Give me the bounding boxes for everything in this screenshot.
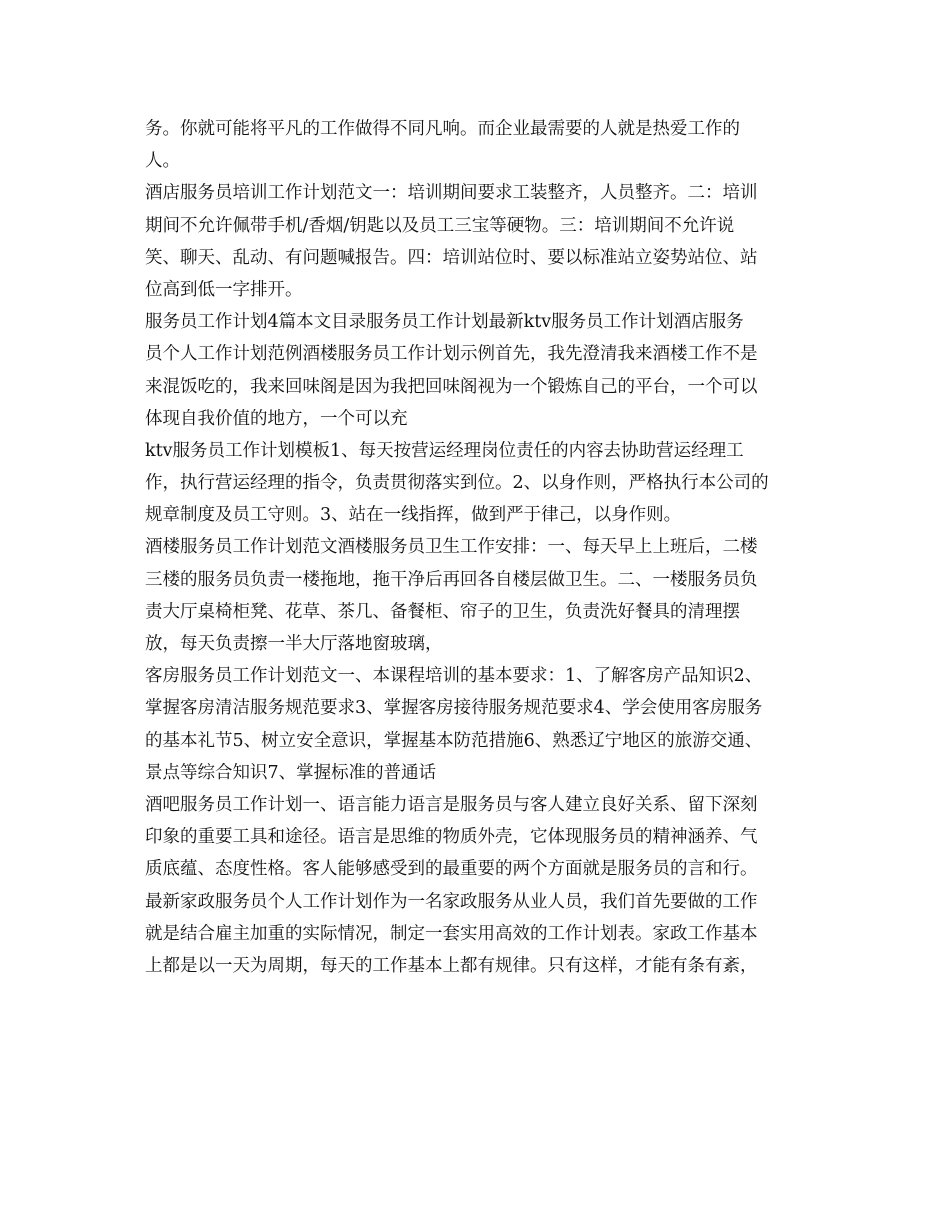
text-line: ktv服务员工作计划模板1、每天按营运经理岗位责任的内容去协助营运经理工 xyxy=(145,440,744,461)
text-line: 作，执行营运经理的指令，负责贯彻落实到位。2、以身作则，严格执行本公司的 xyxy=(145,473,769,494)
text-line: 酒店服务员培训工作计划范文一：培训期间要求工装整齐，人员整齐。二：培训 xyxy=(145,183,758,204)
text-line: 景点等综合知识7、掌握标准的普通话 xyxy=(145,762,437,783)
document-body xyxy=(145,113,805,982)
text-line: 人。 xyxy=(145,151,180,172)
text-line: 掌握客房清洁服务规范要求3、掌握客房接待服务规范要求4、学会使用客房服务 xyxy=(145,698,763,719)
text-line: 体现自我价值的地方，一个可以充 xyxy=(145,408,408,429)
text-line: 笑、聊天、乱动、有问题喊报告。四：培训站位时、要以标准站立姿势站位、站 xyxy=(145,247,758,268)
text-line: 责大厅桌椅柜凳、花草、茶几、备餐柜、帘子的卫生，负责洗好餐具的清理摆 xyxy=(145,601,740,622)
text-line: 上都是以一天为周期，每天的工作基本上都有规律。只有这样，才能有条有紊， xyxy=(145,955,758,976)
text-line: 就是结合雇主加重的实际情况，制定一套实用高效的工作计划表。家政工作基本 xyxy=(145,923,758,944)
text-line: 最新家政服务员个人工作计划作为一名家政服务从业人员，我们首先要做的工作 xyxy=(145,891,758,912)
text-line: 规章制度及员工守则。3、站在一线指挥，做到严于律己，以身作则。 xyxy=(145,505,682,526)
text-line: 期间不允许佩带手机/香烟/钥匙以及员工三宝等硬物。三：培训期间不允许说 xyxy=(145,215,735,236)
text-line: 位高到低一字排开。 xyxy=(145,279,303,300)
text-line: 客房服务员工作计划范文一、本课程培训的基本要求：1、了解客房产品知识2、 xyxy=(145,666,763,687)
text-line: 质底蕴、态度性格。客人能够感受到的最重要的两个方面就是服务员的言和行。 xyxy=(145,859,758,880)
text-line: 来混饭吃的，我来回味阁是因为我把回味阁视为一个锻炼自己的平台，一个可以 xyxy=(145,376,758,397)
text-line: 酒吧服务员工作计划一、语言能力语言是服务员与客人建立良好关系、留下深刻 xyxy=(145,794,758,815)
text-line: 放，每天负责擦一半大厅落地窗玻璃， xyxy=(145,634,443,654)
text-line: 印象的重要工具和途径。语言是思维的物质外壳，它体现服务员的精神涵养、气 xyxy=(145,827,758,848)
text-line: 三楼的服务员负责一楼拖地，拖干净后再回各自楼层做卫生。二、一楼服务员负 xyxy=(145,569,758,590)
text-line: 的基本礼节5、树立安全意识，掌握基本防范措施6、熟悉辽宁地区的旅游交通、 xyxy=(145,730,763,751)
text-line: 酒楼服务员工作计划范文酒楼服务员卫生工作安排：一、每天早上上班后，二楼 xyxy=(145,537,758,558)
text-line: 员个人工作计划范例酒楼服务员工作计划示例首先，我先澄清我来酒楼工作不是 xyxy=(145,344,758,365)
text-line: 务。你就可能将平凡的工作做得不同凡响。而企业最需要的人就是热爱工作的 xyxy=(145,119,740,139)
text-line: 服务员工作计划4篇本文目录服务员工作计划最新ktv服务员工作计划酒店服务 xyxy=(145,312,744,333)
